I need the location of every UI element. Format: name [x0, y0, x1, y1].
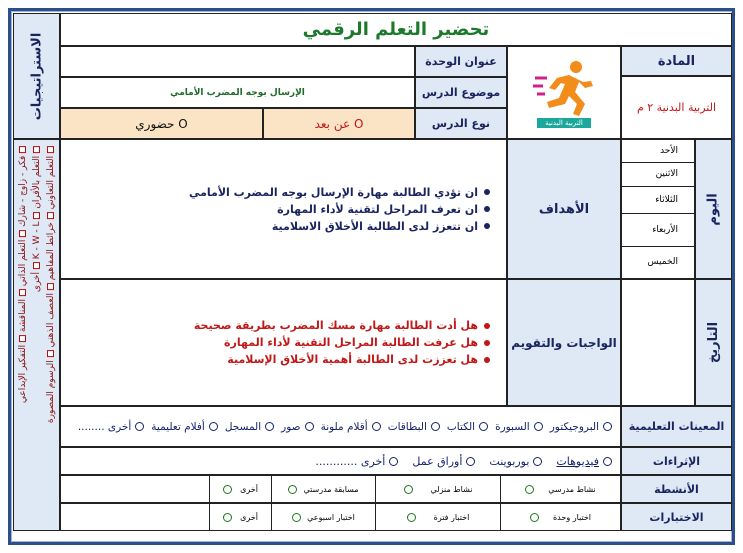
- radio-icon[interactable]: [479, 422, 488, 431]
- aid-option[interactable]: البروجيكتور: [550, 421, 612, 433]
- enrichment-option[interactable]: أخرى ............: [315, 455, 398, 468]
- list-item: هل عرفت الطالبة المراحل التقنية لأداء المهارة: [194, 334, 490, 351]
- bullet-icon: [484, 206, 490, 212]
- checkbox-icon[interactable]: [19, 146, 26, 153]
- runner-icon: [531, 58, 597, 116]
- objectives-label: الأهداف: [507, 139, 621, 279]
- checkbox-icon[interactable]: [47, 146, 54, 153]
- enrichment-label: الإثراءات: [621, 447, 732, 475]
- list-item: ان تتعزز لدى الطالبة الأخلاق الاسلامية: [189, 218, 490, 235]
- radio-icon[interactable]: [603, 422, 612, 431]
- radio-icon[interactable]: [223, 513, 232, 522]
- unit-value[interactable]: [60, 46, 415, 77]
- page-title: تحضير التعلم الرقمي: [302, 19, 490, 40]
- radio-icon[interactable]: [135, 422, 144, 431]
- aid-option[interactable]: الكتاب: [447, 421, 488, 433]
- radio-icon[interactable]: [534, 422, 543, 431]
- radio-icon[interactable]: [389, 457, 398, 466]
- test-option[interactable]: أخرى: [209, 504, 271, 530]
- homework-list: [194, 317, 490, 368]
- activity-option[interactable]: أخرى: [209, 476, 271, 502]
- type-attend-option[interactable]: حضوري O: [60, 108, 263, 139]
- list-item: هل أدت الطالبة مهارة مسك المضرب بطريقة صحيحة: [194, 317, 490, 334]
- checkbox-icon[interactable]: [33, 146, 40, 153]
- radio-icon[interactable]: [305, 422, 314, 431]
- radio-icon[interactable]: [525, 485, 534, 494]
- aid-option[interactable]: أخرى ........: [78, 421, 144, 433]
- radio-icon[interactable]: [372, 422, 381, 431]
- aid-option[interactable]: صور: [281, 421, 313, 433]
- day-item[interactable]: الخميس: [647, 257, 678, 268]
- radio-icon[interactable]: [530, 513, 539, 522]
- bullet-icon: [484, 340, 490, 346]
- bullet-icon: [484, 189, 490, 195]
- objectives-list: [189, 184, 490, 235]
- days-list: [621, 139, 695, 279]
- tests-options: [60, 503, 621, 531]
- aid-option[interactable]: المسجل: [225, 421, 274, 433]
- checkbox-icon[interactable]: [19, 289, 26, 296]
- radio-icon[interactable]: [603, 457, 612, 466]
- day-item[interactable]: الأربعاء: [622, 214, 694, 246]
- checkbox-icon[interactable]: [33, 212, 40, 219]
- day-item[interactable]: الأحد: [622, 140, 694, 163]
- radio-icon[interactable]: [223, 485, 232, 494]
- objectives-cell: [60, 139, 507, 279]
- strategies-list: التعلم التعاوني خرائط المفاهيم العصف الذهني الرسوم المصورة التعلم بالأقران K - W - L أخرى فكر - زاوج - شارك التعلم الذاتي المناقشة التفكير الإبداعي: [13, 139, 60, 531]
- test-option[interactable]: اختبار وحدة: [500, 504, 620, 530]
- enrichment-option[interactable]: فيديوهات: [556, 455, 612, 468]
- subject-value: التربية البدنية ٢ م: [636, 101, 717, 114]
- aid-option[interactable]: أقلام ملونة: [321, 421, 381, 433]
- day-item[interactable]: الثلاثاء: [622, 187, 694, 215]
- enrichment-option[interactable]: أوراق عمل: [412, 455, 475, 468]
- list-item: ان تؤدي الطالبة مهارة الإرسال بوجه المضرب الأمامي: [189, 184, 490, 201]
- unit-label: عنوان الوحدة: [415, 46, 507, 77]
- tests-label: الاختبارات: [621, 503, 732, 531]
- list-item: هل تعززت لدى الطالبة أهمية الأخلاق الإسلامية: [194, 351, 490, 368]
- radio-icon[interactable]: [404, 485, 413, 494]
- activity-option[interactable]: نشاط مدرسي: [500, 476, 620, 502]
- aid-option[interactable]: البطاقات: [388, 421, 440, 433]
- test-option[interactable]: اختبار فترة: [375, 504, 500, 530]
- radio-icon[interactable]: [209, 422, 218, 431]
- homework-label: الواجبات والتقويم: [507, 279, 621, 406]
- subject-logo: [507, 46, 621, 139]
- enrichment-option[interactable]: بوربوينت: [489, 455, 542, 468]
- bullet-icon: [484, 357, 490, 363]
- homework-cell: [60, 279, 507, 406]
- activity-option[interactable]: مسابقة مدرستي: [271, 476, 375, 502]
- logo-caption: التربية البدنية: [537, 118, 591, 128]
- day-label: اليوم: [695, 139, 732, 279]
- radio-icon[interactable]: [431, 422, 440, 431]
- checkbox-icon[interactable]: [19, 335, 26, 342]
- checkbox-icon[interactable]: [47, 212, 54, 219]
- radio-icon[interactable]: [288, 485, 297, 494]
- test-option[interactable]: اختبار اسبوعي: [271, 504, 375, 530]
- radio-icon[interactable]: [407, 513, 416, 522]
- strategies-label: الاستراتيجيات: [13, 13, 60, 139]
- aid-option[interactable]: أفلام تعليمية: [151, 421, 218, 433]
- date-value[interactable]: [621, 279, 695, 406]
- bullet-icon: [484, 323, 490, 329]
- subject-value-cell: [621, 76, 732, 139]
- checkbox-icon[interactable]: [19, 230, 26, 237]
- bullet-icon: [484, 223, 490, 229]
- aid-option[interactable]: السبورة: [495, 421, 543, 433]
- activities-options: [60, 475, 621, 503]
- day-item[interactable]: الاثنين: [622, 163, 694, 186]
- activity-option[interactable]: نشاط منزلي: [375, 476, 500, 502]
- radio-icon[interactable]: [466, 457, 475, 466]
- radio-icon[interactable]: [265, 422, 274, 431]
- aids-options: [60, 406, 621, 447]
- activities-label: الأنشطة: [621, 475, 732, 503]
- date-label: التاريخ: [695, 279, 732, 406]
- topic-value-cell[interactable]: [60, 77, 415, 108]
- subject-label: المادة: [621, 46, 732, 76]
- type-remote-option[interactable]: عن بعد O: [263, 108, 415, 139]
- topic-value: الإرسال بوجه المضرب الأمامي: [170, 87, 305, 98]
- topic-label: موضوع الدرس: [415, 77, 507, 108]
- enrichment-options: [60, 447, 621, 475]
- checkbox-icon[interactable]: [33, 262, 40, 269]
- radio-icon[interactable]: [292, 513, 301, 522]
- aids-label: المعينات التعليمية: [621, 406, 732, 447]
- title-bar: [60, 13, 732, 46]
- type-label: نوع الدرس: [415, 108, 507, 139]
- checkbox-icon[interactable]: [47, 283, 54, 290]
- radio-icon[interactable]: [533, 457, 542, 466]
- list-item: ان تعرف المراحل لتقنية لأداء المهارة: [189, 201, 490, 218]
- checkbox-icon[interactable]: [47, 350, 54, 357]
